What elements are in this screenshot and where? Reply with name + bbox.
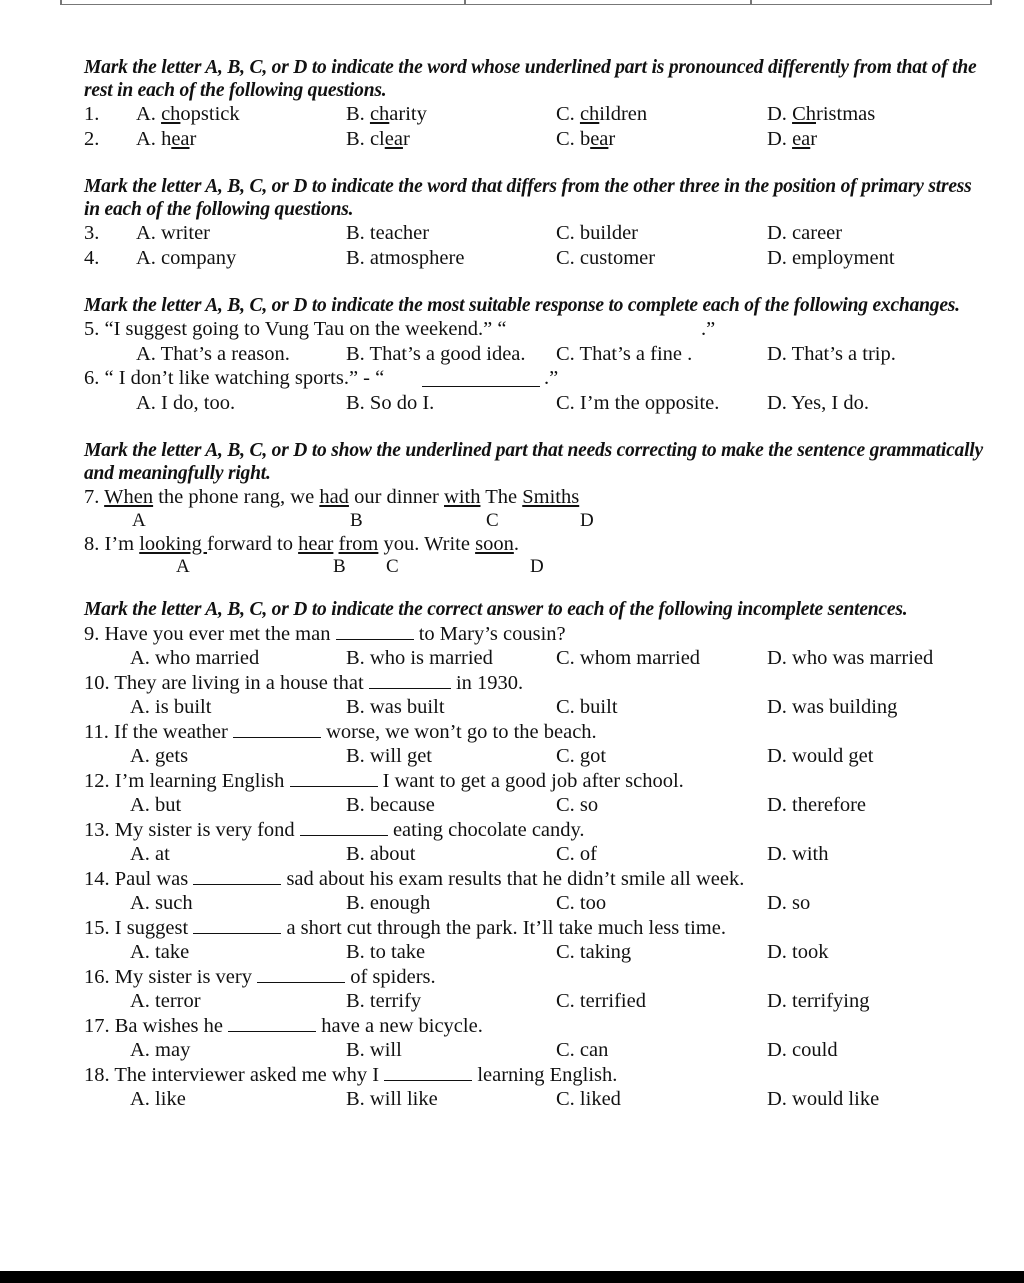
answer-blank[interactable] (228, 1013, 316, 1032)
question-stem-end: .” (544, 367, 559, 389)
top-frame-divider (990, 0, 992, 5)
section-instruction: Mark the letter A, B, C, or D to indicate the correct answer to each of the following incomplete sentences. (84, 599, 908, 620)
question-list (84, 621, 984, 1111)
option-b[interactable]: B. about (346, 842, 416, 865)
option-a[interactable]: A. terror (130, 989, 201, 1012)
question-9 (84, 621, 984, 646)
option-b[interactable]: B. was built (346, 695, 445, 718)
answer-blank[interactable] (233, 719, 321, 738)
option-a[interactable]: A. but (130, 793, 182, 816)
option-d[interactable]: D. terrifying (767, 989, 870, 1012)
question-7: 7. When the phone rang, we had our dinner with The Smiths (84, 486, 580, 508)
question-stem-end: learning English. (472, 1064, 618, 1086)
question-stem: 17. Ba wishes he (84, 1015, 229, 1037)
spacer (84, 415, 984, 439)
question-stem-end: in 1930. (450, 672, 524, 694)
option-b[interactable]: B. enough (346, 891, 431, 914)
option-c[interactable]: C. terrified (556, 989, 646, 1012)
question-12-options (84, 793, 984, 818)
option-b[interactable]: B. will (346, 1038, 402, 1061)
answer-blank[interactable] (422, 368, 540, 387)
top-frame-divider (464, 0, 466, 5)
worksheet (84, 56, 984, 1111)
option-c[interactable]: C. too (556, 891, 607, 914)
option-a[interactable]: A. gets (130, 744, 189, 767)
option-a[interactable]: A. I do, too. (136, 391, 236, 414)
option-a[interactable]: A. writer (136, 222, 211, 244)
section-instruction: Mark the letter A, B, C, or D to show the underlined part that needs correcting to make the sentence grammatically and meaningfully right. (84, 440, 983, 484)
question-11 (84, 719, 984, 744)
answer-blank[interactable] (257, 964, 345, 983)
letter-d: D (530, 556, 544, 577)
option-d[interactable]: D. would like (767, 1087, 880, 1110)
question-stem-end: have a new bicycle. (316, 1015, 483, 1037)
option-d[interactable]: D. career (767, 222, 843, 244)
answer-blank[interactable] (290, 768, 378, 787)
question-stem-end: eating chocolate candy. (387, 819, 585, 841)
section-instruction: Mark the letter A, B, C, or D to indicate the most suitable response to complete each of the following exchanges. (84, 295, 960, 316)
letter-b: B (350, 509, 363, 531)
option-c[interactable]: C. taking (556, 940, 632, 963)
letter-a: A (176, 556, 190, 577)
question-7-letters (84, 510, 984, 532)
option-b[interactable]: B. to take (346, 940, 426, 963)
option-c[interactable]: C. builder (556, 222, 638, 244)
option-a[interactable]: A. such (130, 891, 193, 914)
answer-blank[interactable] (384, 1062, 472, 1081)
option-b[interactable]: B. terrify (346, 989, 422, 1012)
option-d[interactable]: D. was building (767, 695, 898, 718)
option-d[interactable]: D. who was married (767, 646, 934, 669)
letter-a: A (132, 509, 146, 531)
letter-b: B (333, 556, 346, 577)
option-a[interactable]: A. That’s a reason. (136, 342, 290, 365)
question-12 (84, 768, 984, 793)
option-a[interactable]: A. take (130, 940, 190, 963)
option-d[interactable]: D. Christmas (767, 103, 876, 125)
question-18 (84, 1062, 984, 1087)
option-b[interactable]: B. clear (346, 127, 410, 150)
question-13-options (84, 842, 984, 867)
option-c[interactable]: C. I’m the opposite. (556, 391, 720, 414)
option-b[interactable]: B. will like (346, 1087, 438, 1110)
option-b[interactable]: B. charity (346, 103, 427, 125)
option-c[interactable]: C. customer (556, 246, 656, 269)
question-5-options (84, 342, 984, 367)
option-a[interactable]: A. who married (130, 646, 260, 669)
option-a[interactable]: A. company (136, 246, 237, 269)
question-11-options (84, 744, 984, 769)
question-stem: 11. If the weather (84, 721, 233, 743)
question-stem: 6. “ I don’t like watching sports.” - “ (84, 367, 385, 389)
option-d[interactable]: D. employment (767, 246, 895, 269)
letter-d: D (580, 509, 594, 531)
question-stem: 10. They are living in a house that (84, 672, 369, 694)
question-14-options (84, 891, 984, 916)
question-stem-end: a short cut through the park. It’ll take much less time. (281, 917, 726, 939)
question-stem-end: of spiders. (345, 966, 436, 988)
option-a[interactable]: A. may (130, 1038, 191, 1061)
question-3 (84, 221, 984, 246)
letter-c: C (486, 509, 499, 531)
option-c[interactable]: C. can (556, 1038, 609, 1061)
option-c[interactable]: C. whom married (556, 646, 701, 669)
section-instruction: Mark the letter A, B, C, or D to indicate the word whose underlined part is pronounced differently from that of the rest in each of the following questions. (84, 57, 977, 101)
section-stress (84, 175, 984, 270)
option-d[interactable]: D. ear (767, 127, 818, 150)
question-2 (84, 127, 984, 152)
question-stem: 13. My sister is very fond (84, 819, 300, 841)
underlined-part-b[interactable]: hear (298, 532, 334, 555)
question-1 (84, 102, 984, 127)
option-d[interactable]: D. would get (767, 744, 874, 767)
option-d[interactable]: D. Yes, I do. (767, 391, 869, 414)
option-b[interactable]: B. who is married (346, 646, 493, 669)
underlined-part-d[interactable]: Smiths (522, 486, 580, 508)
option-b[interactable]: B. teacher (346, 222, 430, 244)
top-frame-divider (60, 0, 62, 5)
section-exchanges (84, 294, 984, 415)
option-d[interactable]: D. so (767, 891, 811, 914)
question-5 (84, 317, 984, 342)
underlined-part-c[interactable]: with (444, 486, 481, 508)
section-pronunciation (84, 56, 984, 151)
top-frame-divider (750, 0, 752, 5)
question-16 (84, 964, 984, 989)
option-c[interactable]: C. bear (556, 127, 616, 150)
question-10 (84, 670, 984, 695)
answer-blank[interactable] (369, 670, 451, 689)
spacer (84, 578, 984, 598)
question-stem-end: to Mary’s cousin? (413, 623, 566, 645)
option-c[interactable]: C. so (556, 793, 599, 816)
question-number: 1. (84, 103, 100, 125)
option-c[interactable]: C. built (556, 695, 618, 718)
answer-blank[interactable] (193, 915, 281, 934)
underlined-part-d[interactable]: soon (475, 532, 514, 555)
top-frame (0, 0, 1024, 6)
option-c[interactable]: C. got (556, 744, 607, 767)
question-15 (84, 915, 984, 940)
question-stem: 12. I’m learning English (84, 770, 290, 792)
question-number: 3. (84, 222, 100, 244)
question-6 (84, 366, 984, 391)
question-stem-end: I want to get a good job after school. (377, 770, 684, 792)
option-d[interactable]: D. could (767, 1038, 838, 1061)
question-number: 7. (84, 486, 100, 508)
answer-blank[interactable] (300, 817, 388, 836)
question-number: 2. (84, 127, 100, 150)
option-d[interactable]: D. That’s a trip. (767, 342, 896, 365)
option-c[interactable]: C. liked (556, 1087, 621, 1110)
question-stem: 16. My sister is very (84, 966, 258, 988)
spacer (84, 270, 984, 294)
option-b[interactable]: B. atmosphere (346, 246, 465, 269)
option-d[interactable]: D. took (767, 940, 829, 963)
question-stem: 5. “I suggest going to Vung Tau on the weekend.” “ (84, 318, 507, 340)
option-d[interactable]: D. with (767, 842, 829, 865)
underlined-part-b[interactable]: had (319, 486, 349, 508)
option-d[interactable]: D. therefore (767, 793, 867, 816)
question-17-options (84, 1038, 984, 1063)
question-stem-end: sad about his exam results that he didn’t smile all week. (281, 868, 745, 890)
question-8-letters (84, 556, 984, 578)
question-stem-end: .” (701, 318, 716, 340)
question-number: 4. (84, 246, 100, 269)
section-instruction: Mark the letter A, B, C, or D to indicate the word that differs from the other three in the position of primary stress in each of the following questions. (84, 176, 972, 220)
question-16-options (84, 989, 984, 1014)
option-b[interactable]: B. because (346, 793, 435, 816)
letter-c: C (386, 556, 399, 577)
question-stem-end: worse, we won’t go to the beach. (320, 721, 597, 743)
option-a[interactable]: A. is built (130, 695, 212, 718)
question-18-options (84, 1087, 984, 1112)
question-stem: 15. I suggest (84, 917, 194, 939)
bottom-bar (0, 1271, 1024, 1283)
question-14 (84, 866, 984, 891)
question-9-options (84, 646, 984, 671)
option-c[interactable]: C. of (556, 842, 597, 865)
option-a[interactable]: A. like (130, 1087, 186, 1110)
answer-blank[interactable] (193, 866, 281, 885)
option-b[interactable]: B. will get (346, 744, 432, 767)
underlined-part-c[interactable]: from (338, 532, 379, 555)
option-a[interactable]: A. hear (136, 127, 197, 150)
top-frame-line (60, 0, 990, 5)
option-c[interactable]: C. children (556, 103, 648, 125)
option-a[interactable]: A. chopstick (136, 103, 240, 125)
question-17 (84, 1013, 984, 1038)
underlined-part-a[interactable]: When (104, 486, 154, 508)
question-15-options (84, 940, 984, 965)
question-8: 8. I’m looking forward to hear from you. Write soon. (84, 532, 519, 555)
option-b[interactable]: B. So do I. (346, 391, 435, 414)
option-b[interactable]: B. That’s a good idea. (346, 342, 526, 365)
spacer (84, 151, 984, 175)
question-10-options (84, 695, 984, 720)
option-a[interactable]: A. at (130, 842, 170, 865)
question-6-options (84, 391, 984, 416)
underlined-part-a[interactable]: looking (139, 532, 208, 555)
question-number: 8. (84, 532, 100, 555)
question-4 (84, 246, 984, 271)
question-stem: 9. Have you ever met the man (84, 623, 336, 645)
question-stem: 14. Paul was (84, 868, 194, 890)
question-stem: 18. The interviewer asked me why I (84, 1064, 385, 1086)
section-error-correction (84, 439, 984, 578)
option-c[interactable]: C. That’s a fine . (556, 342, 693, 365)
answer-blank[interactable] (336, 621, 414, 640)
section-incomplete-sentences (84, 598, 984, 1111)
question-13 (84, 817, 984, 842)
